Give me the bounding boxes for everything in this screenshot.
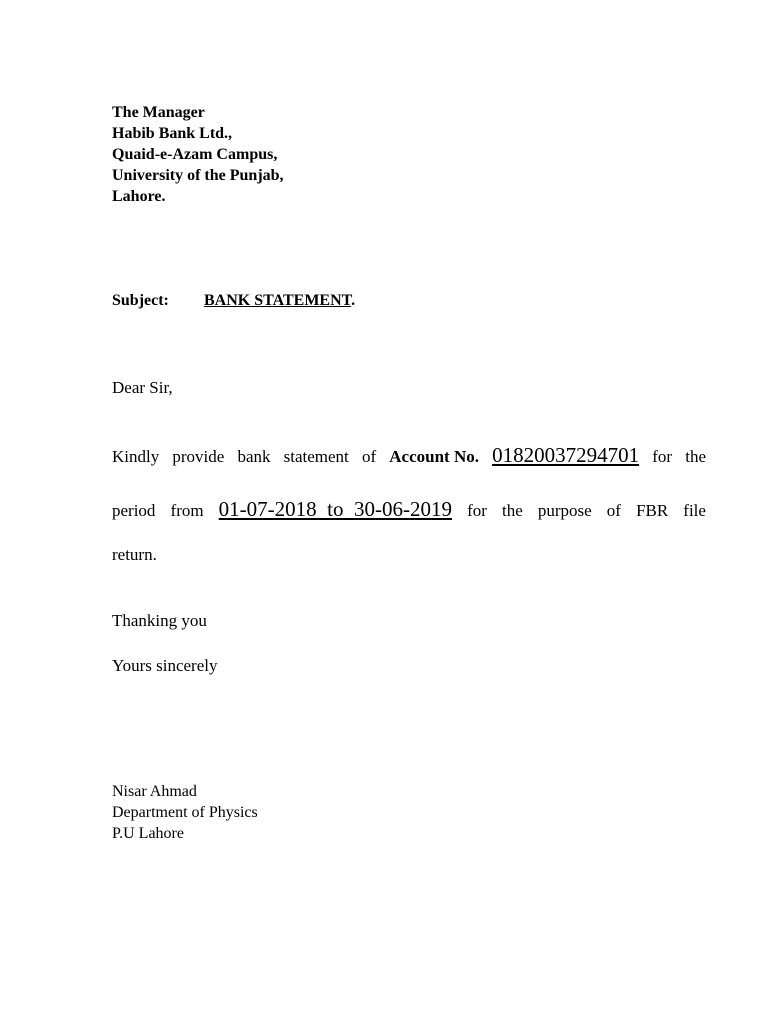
body-word: period xyxy=(112,501,156,520)
body-line-2 xyxy=(112,494,706,524)
account-label: Account No. xyxy=(389,447,479,466)
body-word: the xyxy=(685,447,706,466)
closing-yours: Yours sincerely xyxy=(112,656,218,675)
subject-line xyxy=(112,290,355,311)
body-word: for xyxy=(467,501,487,520)
signature-block xyxy=(112,781,258,844)
subject-value: BANK STATEMENT xyxy=(204,292,352,309)
recipient-university: University of the Punjab, xyxy=(112,167,284,184)
body-word: FBR xyxy=(636,501,669,520)
body-word: from xyxy=(170,501,204,520)
subject-label: Subject: xyxy=(112,292,169,309)
body-word: provide xyxy=(172,447,225,466)
subject-punct: . xyxy=(351,292,356,309)
body-word: for xyxy=(652,447,673,466)
recipient-campus: Quaid-e-Azam Campus, xyxy=(112,146,278,163)
body-word: file xyxy=(683,501,706,520)
date-range: 01-07-2018 to 30-06-2019 xyxy=(218,497,452,521)
signer-location: P.U Lahore xyxy=(112,825,184,842)
body-line-3: return. xyxy=(112,545,157,564)
signer-name: Nisar Ahmad xyxy=(112,783,197,800)
body-word: statement xyxy=(283,447,349,466)
signer-department: Department of Physics xyxy=(112,804,258,821)
salutation: Dear Sir, xyxy=(112,378,173,397)
recipient-city: Lahore. xyxy=(112,188,166,205)
body-word: purpose xyxy=(537,501,592,520)
body-word: the xyxy=(502,501,523,520)
recipient-address xyxy=(112,102,284,207)
recipient-title: The Manager xyxy=(112,104,205,121)
recipient-bank: Habib Bank Ltd., xyxy=(112,125,233,142)
closing-thanks: Thanking you xyxy=(112,611,207,630)
body-word: bank xyxy=(237,447,271,466)
body-line-1 xyxy=(112,440,706,470)
body-word: of xyxy=(361,447,377,466)
body-word: Kindly xyxy=(112,447,160,466)
body-word: of xyxy=(606,501,621,520)
account-number: 01820037294701 xyxy=(492,443,640,467)
